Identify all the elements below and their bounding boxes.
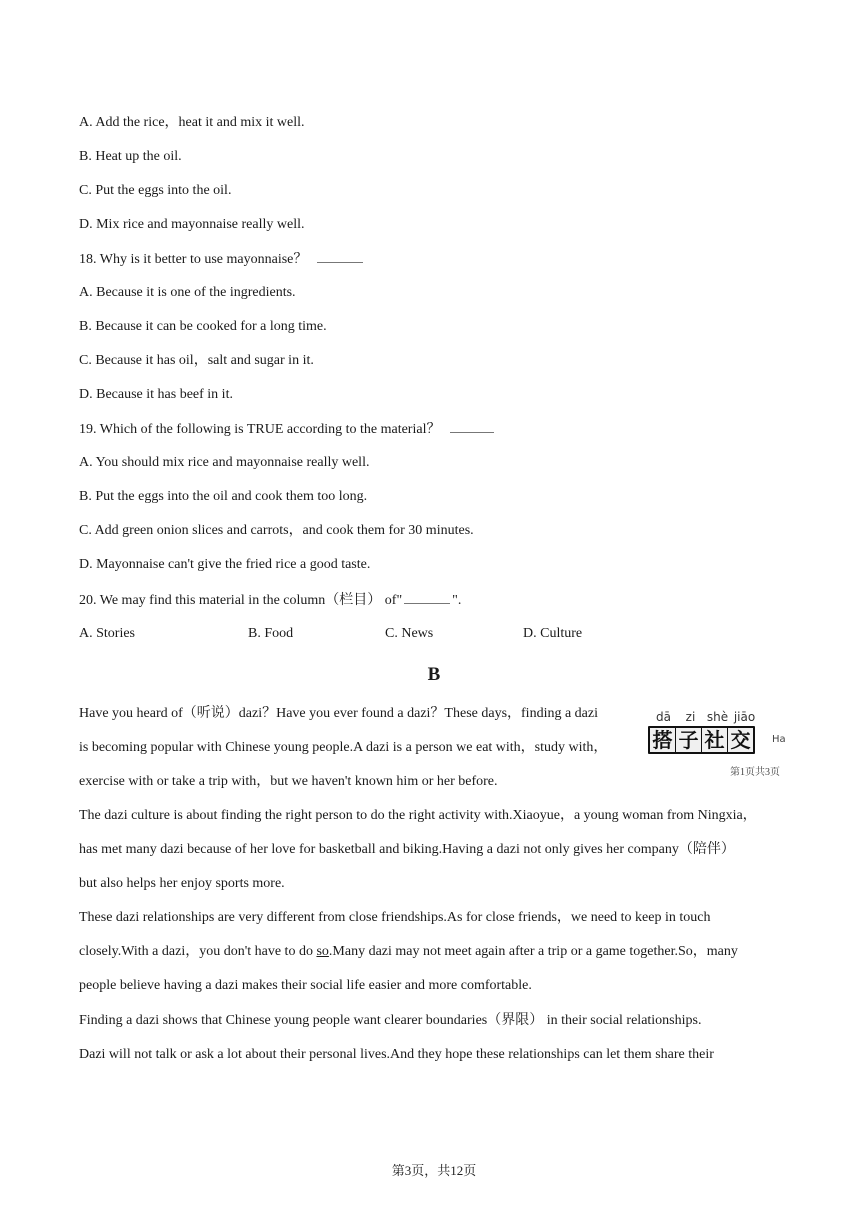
- passage-line: exercise with or take a trip with，but we haven't known him or her before.: [79, 774, 498, 789]
- q17-option-c: C. Put the eggs into the oil.: [79, 183, 232, 198]
- passage-line: but also helps her enjoy sports more.: [79, 876, 285, 891]
- q20-question-end: ".: [452, 593, 462, 608]
- underlined-word: so: [316, 944, 329, 959]
- passage-line: Dazi will not talk or ask a lot about their personal lives.And they hope these relationships can let them share their: [79, 1047, 714, 1062]
- passage-text: .Many dazi may not meet again after a trip or a game together.So，many: [328, 944, 738, 959]
- q19-option-d: D. Mayonnaise can't give the fried rice a good taste.: [79, 557, 371, 572]
- q18-option-a: A. Because it is one of the ingredients.: [79, 285, 296, 300]
- dazi-char: 交: [728, 728, 753, 752]
- dazi-characters: [648, 726, 755, 754]
- pinyin-syllable: dā: [656, 710, 671, 724]
- passage-text: closely.With a dazi，you don't have to do: [79, 944, 317, 959]
- page-footer: 第3页，共12页: [391, 1163, 477, 1178]
- dazi-pinyin: [650, 710, 758, 724]
- q19-question: [79, 420, 494, 439]
- q20-option-d: D. Culture: [523, 626, 583, 641]
- dazi-char: 搭: [650, 728, 675, 752]
- dazi-image: [648, 710, 798, 780]
- section-b-title: B: [427, 664, 441, 685]
- dazi-char: 社: [702, 728, 727, 752]
- q20-option-c: C. News: [385, 626, 434, 641]
- pinyin-syllable: shè: [706, 710, 729, 724]
- passage-line: is becoming popular with Chinese young people.A dazi is a person we eat with，study with，: [79, 740, 608, 755]
- q18-option-c: C. Because it has oil，salt and sugar in it.: [79, 353, 314, 368]
- q19-question-text: 19. Which of the following is TRUE according to the material？: [79, 422, 441, 437]
- passage-line: These dazi relationships are very different from close friendships.As for close friends，we need to keep in touch: [79, 910, 711, 925]
- q17-option-b: B. Heat up the oil.: [79, 149, 182, 164]
- q19-option-b: B. Put the eggs into the oil and cook them too long.: [79, 489, 368, 504]
- passage-line: people believe having a dazi makes their social life easier and more comfortable.: [79, 978, 532, 993]
- q17-option-a: A. Add the rice，heat it and mix it well.: [79, 115, 305, 130]
- passage-line: Have you heard of（听说）dazi？Have you ever found a dazi？These days，finding a dazi: [79, 706, 598, 721]
- passage-line: [79, 943, 738, 961]
- q18-question: [79, 250, 363, 269]
- q20-question-text: 20. We may find this material in the column（栏目） of": [79, 593, 403, 608]
- passage-line: has met many dazi because of her love for basketball and biking.Having a dazi not only gives her company（陪伴）: [79, 842, 735, 857]
- dazi-image-caption: 第1页共3页: [730, 767, 780, 778]
- q19-option-c: C. Add green onion slices and carrots，and cook them for 30 minutes.: [79, 523, 474, 538]
- q18-answer-blank: [317, 250, 363, 263]
- q18-question-text: 18. Why is it better to use mayonnaise？: [79, 252, 308, 267]
- pinyin-syllable: zi: [685, 710, 696, 724]
- passage-line: The dazi culture is about finding the right person to do the right activity with.Xiaoyue，a young woman from Ningxia，: [79, 808, 757, 823]
- q18-option-b: B. Because it can be cooked for a long time.: [79, 319, 327, 334]
- q17-option-d: D. Mix rice and mayonnaise really well.: [79, 217, 305, 232]
- q19-answer-blank: [450, 420, 494, 433]
- dazi-char: 子: [676, 728, 701, 752]
- pinyin-syllable: jiāo: [733, 710, 756, 724]
- q19-option-a: A. You should mix rice and mayonnaise really well.: [79, 455, 370, 470]
- q20-option-a: A. Stories: [79, 626, 135, 641]
- q20-answer-blank: [404, 591, 450, 604]
- q20-option-b: B. Food: [248, 626, 294, 641]
- q18-option-d: D. Because it has beef in it.: [79, 387, 233, 402]
- dazi-side-text: Ha: [772, 734, 786, 745]
- passage-line: Finding a dazi shows that Chinese young people want clearer boundaries（界限） in their social relationships.: [79, 1013, 702, 1028]
- q20-question: [79, 591, 461, 610]
